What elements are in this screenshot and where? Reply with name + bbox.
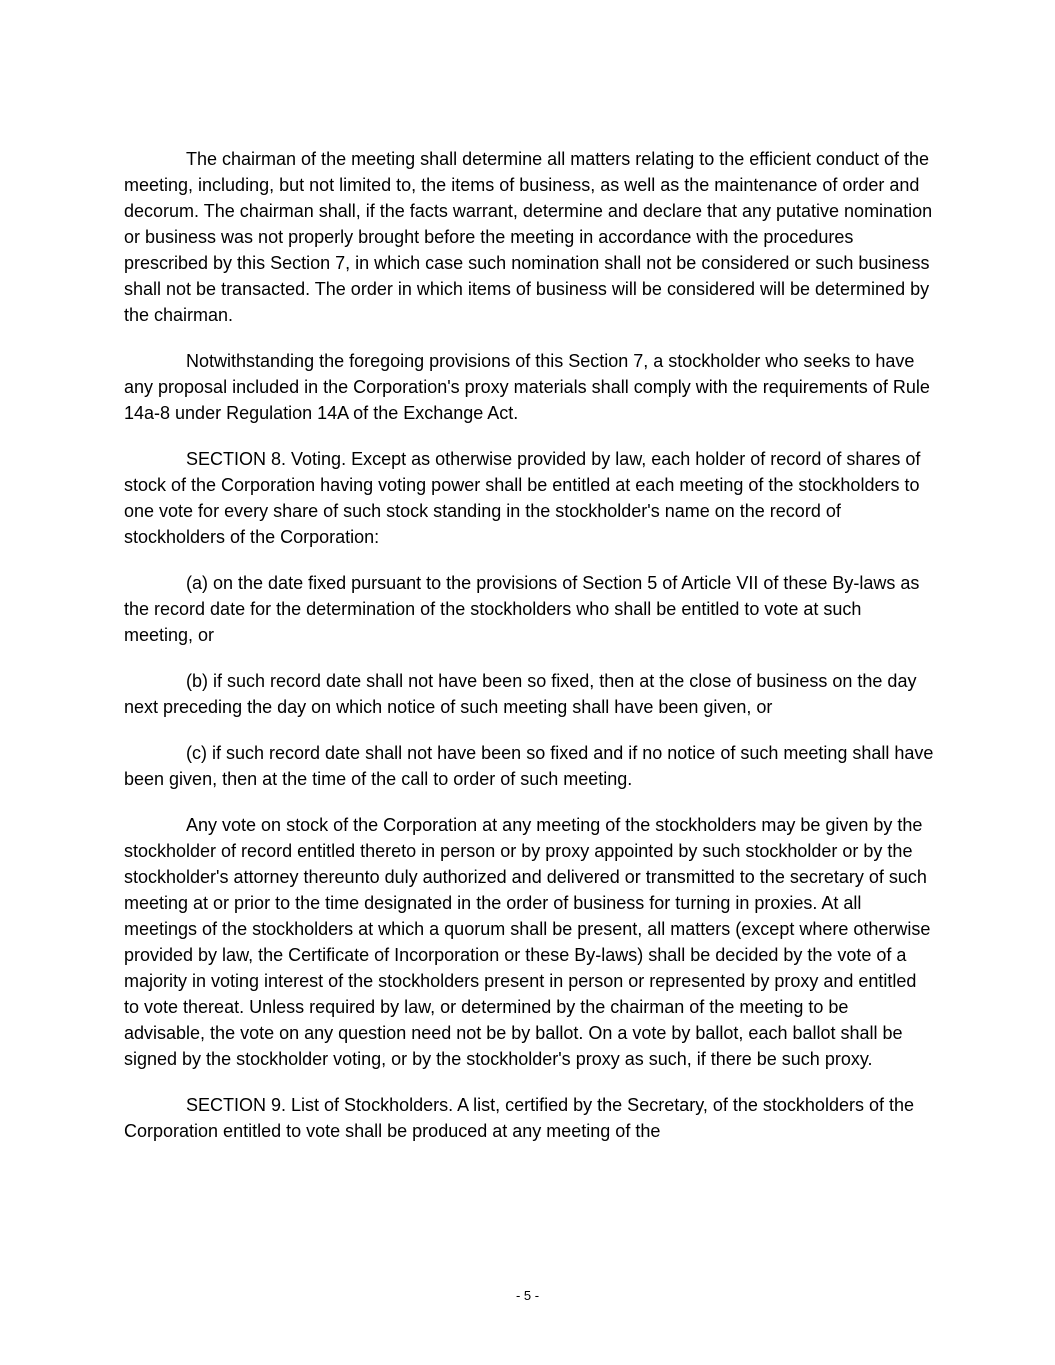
paragraph-clause-c: (c) if such record date shall not have been so fixed and if no notice of such meeting shall have been given, then at the time of the call to order of such meeting.: [124, 743, 934, 789]
paragraph-clause-b: (b) if such record date shall not have been so fixed, then at the close of business on the day next preceding the day on which notice of such meeting shall have been given, or: [124, 671, 917, 717]
paragraph-any-vote: Any vote on stock of the Corporation at any meeting of the stockholders may be given by the stockholder of record entitled thereto in person or by proxy appointed by such stockholder or by the stockholder's attorney thereunto duly authorized and delivered or transmitted to the secretary of such meeting at or prior to the time designated in the order of business for turning in proxies. At all meetings of the stockholders at which a quorum shall be present, all matters (except where otherwise provided by law, the Certificate of Incorporation or these By-laws) shall be decided by the vote of a majority in voting interest of the stockholders present in person or represented by proxy and entitled to vote thereat. Unless required by law, or determined by the chairman of the meeting to be advisable, the vote on any question need not be by ballot. On a vote by ballot, each ballot shall be signed by the stockholder voting, or by the stockholder's proxy as such, if there be such proxy.: [124, 815, 931, 1069]
document-body: [124, 146, 934, 1164]
paragraph-section-9-list: SECTION 9. List of Stockholders. A list, certified by the Secretary, of the stockholders of the Corporation entitled to vote shall be produced at any meeting of the: [124, 1095, 914, 1141]
paragraph-chairman-conduct: The chairman of the meeting shall determine all matters relating to the efficient conduct of the meeting, including, but not limited to, the items of business, as well as the maintenance of order and decorum. The chairman shall, if the facts warrant, determine and declare that any putative nomination or business was not properly brought before the meeting in accordance with the procedures prescribed by this Section 7, in which case such nomination shall not be considered or such business shall not be transacted. The order in which items of business will be considered will be determined by the chairman.: [124, 149, 933, 325]
paragraph-notwithstanding: Notwithstanding the foregoing provisions of this Section 7, a stockholder who seeks to have any proposal included in the Corporation's proxy materials shall comply with the requirements of Rule 14a-8 under Regulation 14A of the Exchange Act.: [124, 351, 930, 423]
paragraph-clause-a: (a) on the date fixed pursuant to the provisions of Section 5 of Article VII of these By-laws as the record date for the determination of the stockholders who shall be entitled to vote at such meeting, or: [124, 573, 920, 645]
paragraph-section-8-voting: SECTION 8. Voting. Except as otherwise provided by law, each holder of record of shares of stock of the Corporation having voting power shall be entitled at each meeting of the stockholders to one vote for every share of such stock standing in the stockholder's name on the record of stockholders of the Corporation:: [124, 449, 921, 547]
page-number: - 5 -: [515, 1288, 540, 1303]
